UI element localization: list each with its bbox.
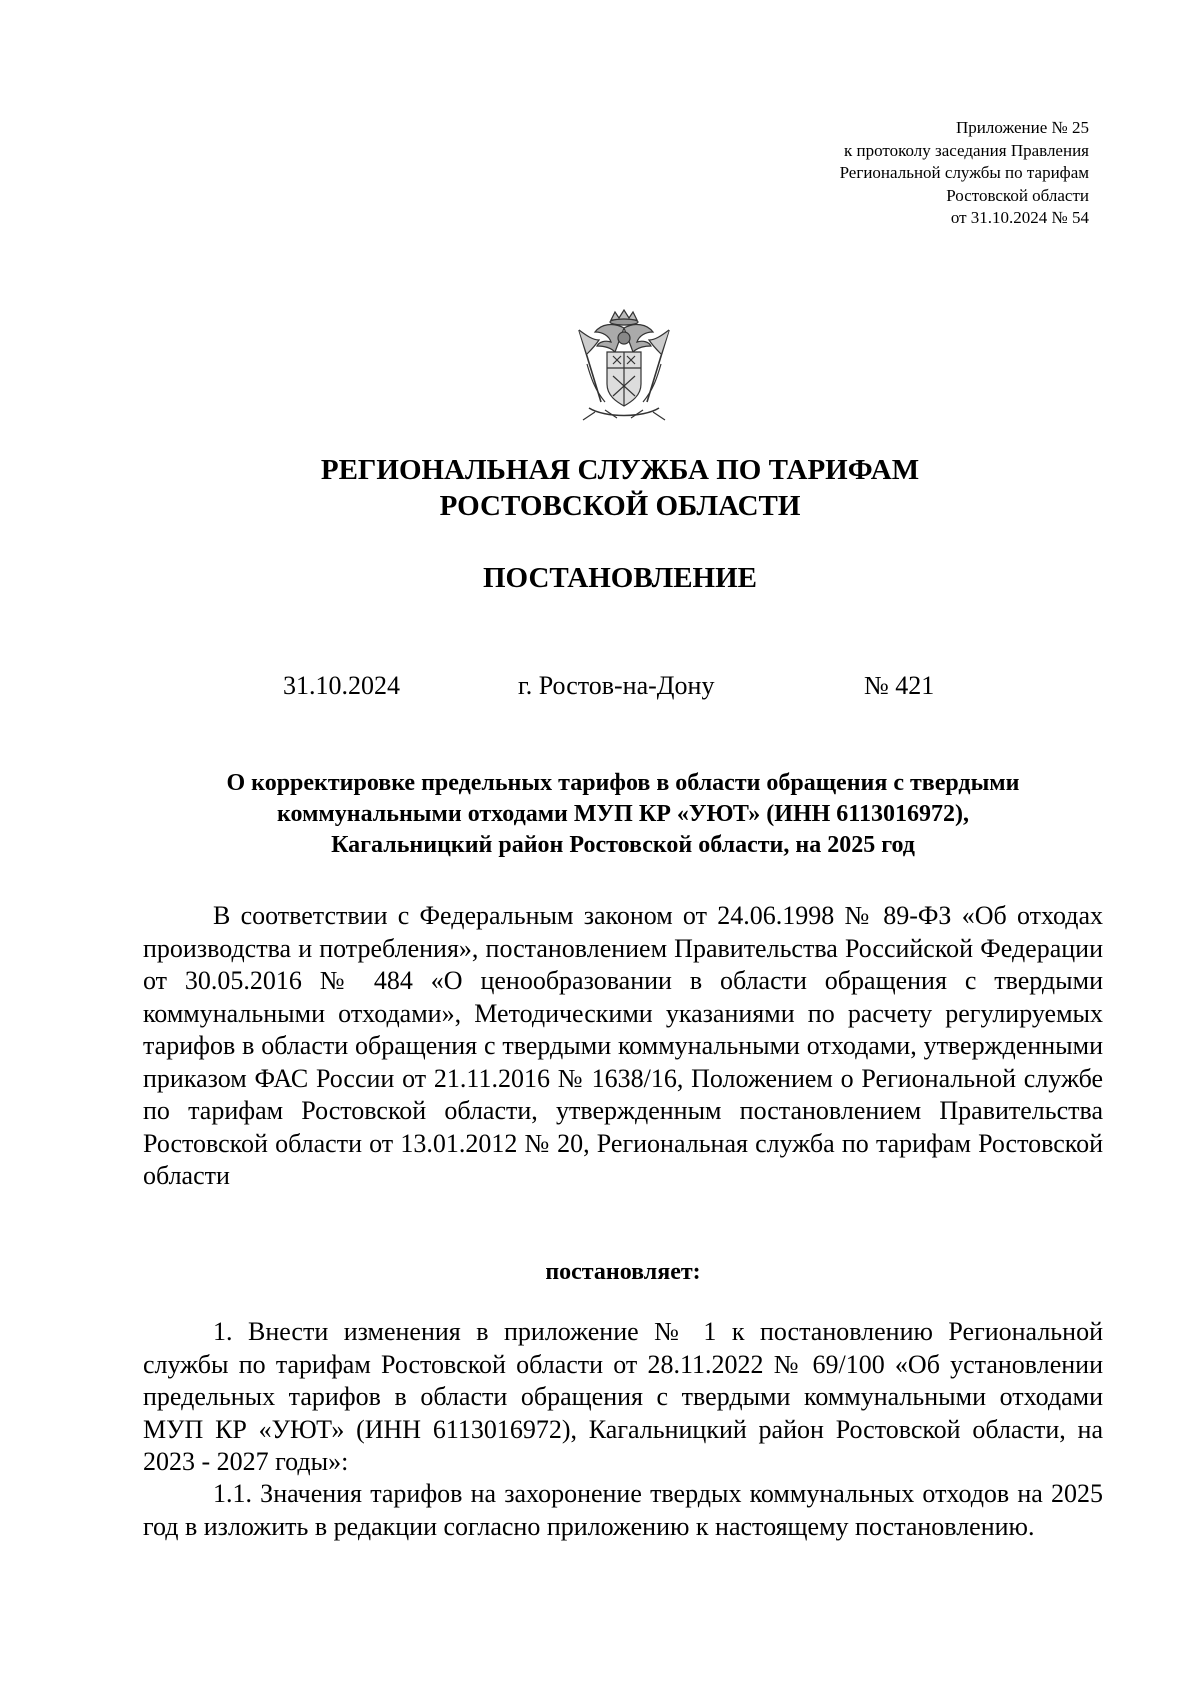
appendix-line: к протоколу заседания Правления [844,140,1089,160]
item-1-1-paragraph: 1.1. Значения тарифов на захоронение твердых коммунальных отходов на 2025 год в изложить в редакции согласно приложению к настоящему постановлению. [143,1479,1103,1541]
appendix-note [840,117,1089,230]
item-1-paragraph: 1. Внести изменения в приложение № 1 к постановлению Региональной службы по тарифам Ростовской области от 28.11.2022 № 69/100 «Об установлении предельных тарифов в области обращения с твердыми коммунальными отходами МУП КР «УЮТ» (ИНН 6113016972), Кагальницкий район Ростовской области, на 2023 - 2027 годы»: [143,1317,1103,1476]
preamble-paragraph: В соответствии с Федеральным законом от 24.06.1998 № 89-ФЗ «Об отходах производства и потребления», постановлением Правительства Российской Федерации от 30.05.2016 № 484 «О ценообразовании в области обращения с твердыми коммунальными отходами», Методическими указаниями по расчету регулируемых тарифов в области обращения с твердыми коммунальными отходами, утвержденными приказом ФАС России от 21.11.2016 № 1638/16, Положением о Региональной службе по тарифам Ростовской области, утвержденным постановлением Правительства Ростовской области от 13.01.2012 № 20, Региональная служба по тарифам Ростовской области [143,901,1103,1190]
organization-title-line: РЕГИОНАЛЬНАЯ СЛУЖБА ПО ТАРИФАМ [320,454,920,486]
appendix-line: Региональной службы по тарифам [839,163,1089,182]
appendix-line: от 31.10.2024 № 54 [950,208,1089,227]
organization-title [150,452,1090,524]
document-number: № 421 [864,671,935,700]
subject-line: Кагальницкий район Ростовской области, на 2025 год [331,832,915,858]
document-subject [143,768,1103,861]
document-city: г. Ростов-на-Дону [518,671,715,700]
coat-of-arms-icon [565,306,683,424]
subject-line: коммунальными отходами МУП КР «УЮТ» (ИНН 6113016972), [277,801,969,827]
document-type: ПОСТАНОВЛЕНИЕ [482,562,757,594]
subject-line: О корректировке предельных тарифов в области обращения с твердыми [226,770,1020,796]
decision-heading: постановляет: [545,1259,701,1285]
organization-title-line: РОСТОВСКОЙ ОБЛАСТИ [439,490,801,522]
document-date: 31.10.2024 [283,671,400,700]
appendix-line: Ростовской области [946,185,1089,205]
appendix-line: Приложение № 25 [956,118,1089,137]
